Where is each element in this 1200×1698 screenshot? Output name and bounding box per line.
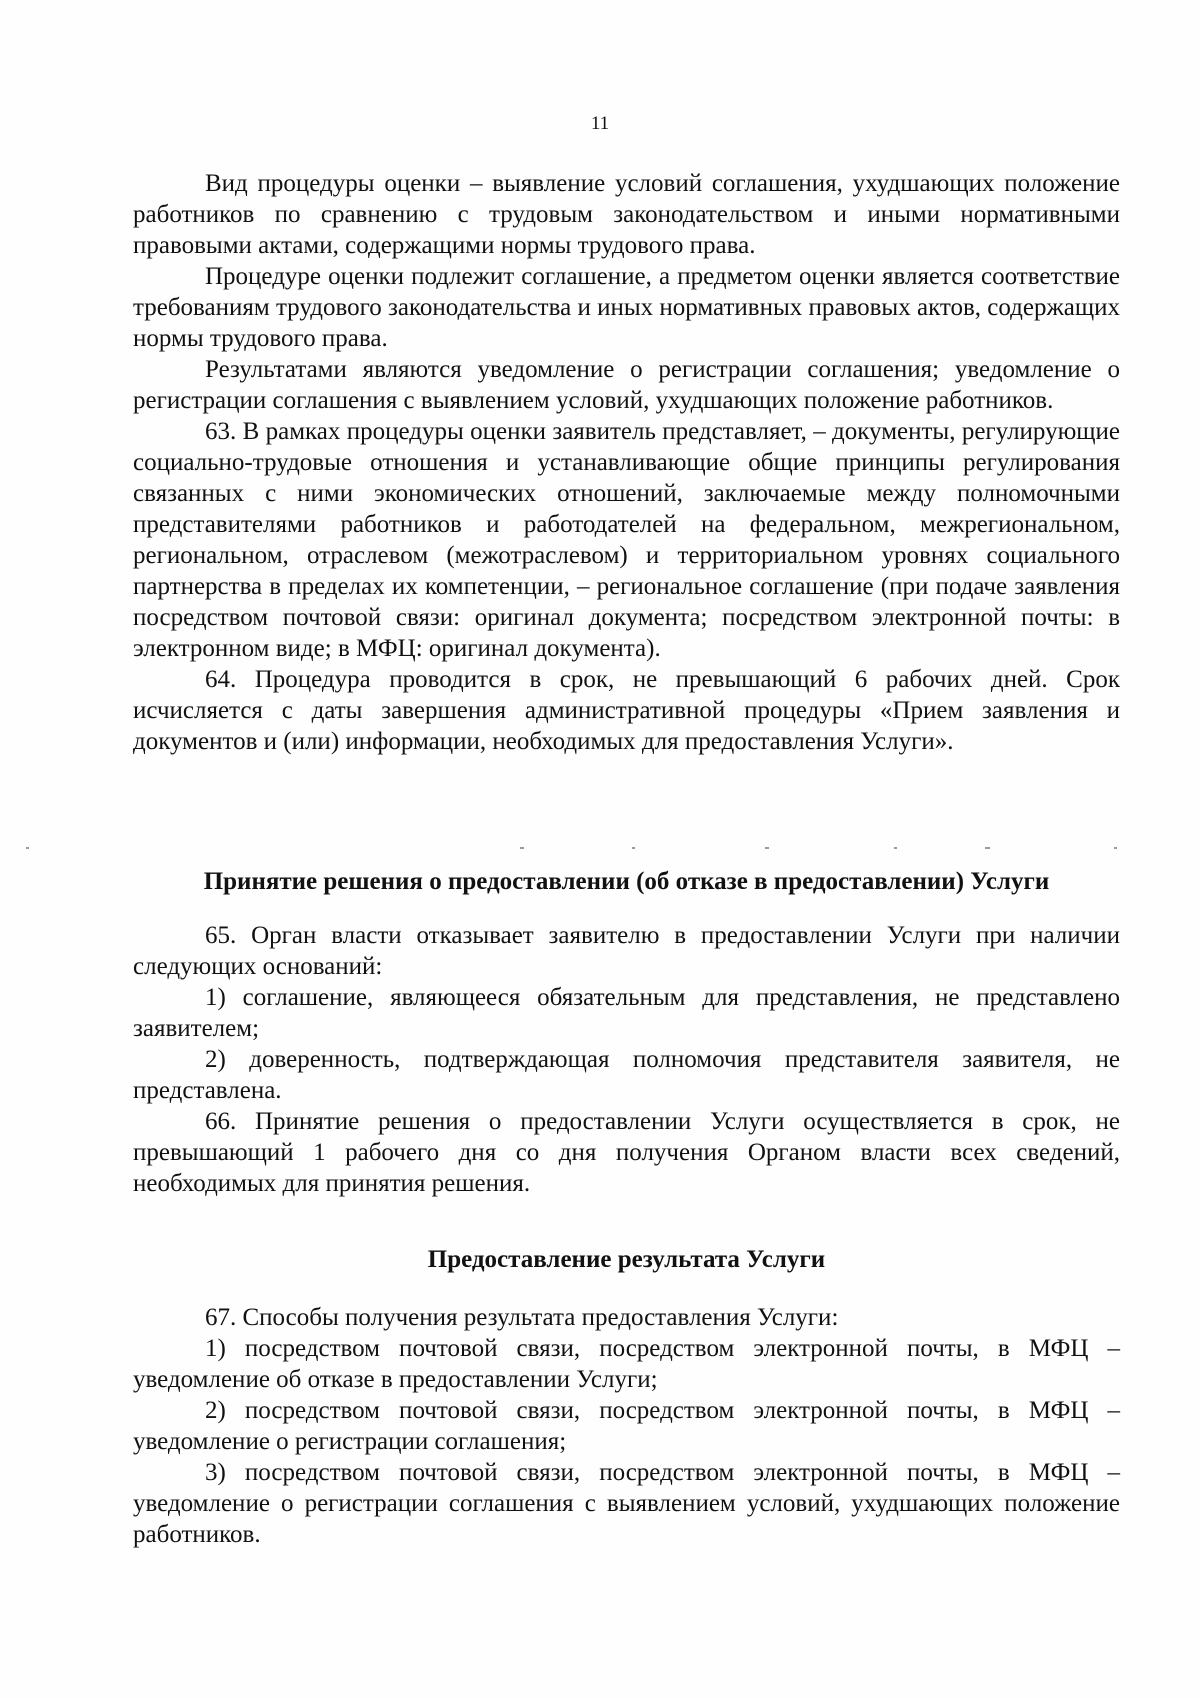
paragraph-results: Результатами являются уведомление о регистрации соглашения; уведомление о регистрации соглашения с выявлением условий, ухудшающих положение работников. [133, 356, 1120, 414]
paragraph-65: 65. Орган власти отказывает заявителю в предоставлении Услуги при наличии следующих оснований: [133, 922, 1120, 980]
decision-section [133, 920, 1120, 1199]
paragraph-67: 67. Способы получения результата предоставления Услуги: [205, 1304, 839, 1331]
paragraph-66: 66. Принятие решения о предоставлении Услуги осуществляется в срок, не превышающий 1 рабочего дня со дня получения Органом власти всех сведений, необходимых для принятия решения. [133, 1108, 1120, 1197]
paragraph-67-item-3: 3) посредством почтовой связи, посредством электронной почты, в МФЦ – уведомление о регистрации соглашения с выявлением условий, ухудшающих положение работников. [133, 1459, 1120, 1548]
scan-artifact-dots [0, 847, 1200, 851]
section-heading-decision: Принятие решения о предоставлении (об отказе в предоставлении) Услуги [203, 868, 1050, 895]
paragraph-63: 63. В рамках процедуры оценки заявитель представляет, – документы, регулирующие социально-трудовые отношения и устанавливающие общие принципы регулирования связанных с ними экономических отношений, заключаемые между полномочными представителями работников и работодателей на федеральном, межрегиональном, региональном, отраслевом (межотраслевом) и территориальном уровнях социального партнерства в пределах их компетенции, – региональное соглашение (при подаче заявления посредством почтовой связи: оригинал документа; посредством электронной почты: в электронном виде; в МФЦ: оригинал документа). [133, 418, 1120, 662]
page-number: 11 [590, 113, 610, 134]
paragraph-evaluation-subject: Процедуре оценки подлежит соглашение, а предметом оценки является соответствие требованиям трудового законодательства и иных нормативных правовых актов, содержащих нормы трудового права. [133, 263, 1120, 352]
paragraph-65-item-1: 1) соглашение, являющееся обязательным для представления, не представлено заявителем; [133, 984, 1120, 1042]
paragraph-67-item-2: 2) посредством почтовой связи, посредством электронной почты, в МФЦ – уведомление о регистрации соглашения; [133, 1397, 1120, 1455]
intro-section [133, 168, 1120, 757]
paragraph-65-item-2: 2) доверенность, подтверждающая полномочия представителя заявителя, не представлена. [133, 1046, 1120, 1104]
paragraph-64: 64. Процедура проводится в срок, не превышающий 6 рабочих дней. Срок исчисляется с даты завершения административной процедуры «Прием заявления и документов и (или) информации, необходимых для предоставления Услуги». [133, 666, 1120, 755]
paragraph-67-item-1: 1) посредством почтовой связи, посредством электронной почты, в МФЦ – уведомление об отказе в предоставлении Услуги; [133, 1335, 1120, 1393]
result-section [133, 1302, 1120, 1550]
paragraph-procedure-type: Вид процедуры оценки – выявление условий соглашения, ухудшающих положение работников по сравнению с трудовым законодательством и иными нормативными правовыми актами, содержащими нормы трудового права. [133, 170, 1120, 259]
section-heading-result: Предоставление результата Услуги [427, 1246, 826, 1273]
